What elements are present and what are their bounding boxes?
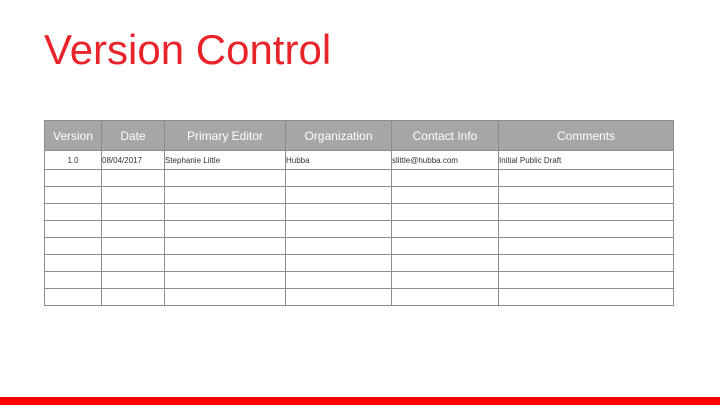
cell-organization bbox=[286, 289, 392, 306]
cell-date bbox=[102, 272, 165, 289]
cell-comments bbox=[499, 204, 674, 221]
table-row bbox=[45, 170, 674, 187]
cell-contact-info bbox=[392, 238, 499, 255]
cell-primary-editor bbox=[165, 289, 286, 306]
cell-primary-editor bbox=[165, 204, 286, 221]
table-row bbox=[45, 255, 674, 272]
cell-comments bbox=[499, 289, 674, 306]
column-header-primary-editor: Primary Editor bbox=[165, 121, 286, 151]
cell-comments bbox=[499, 221, 674, 238]
cell-organization: Hubba bbox=[286, 151, 392, 170]
cell-contact-info bbox=[392, 289, 499, 306]
cell-primary-editor bbox=[165, 221, 286, 238]
cell-version bbox=[45, 255, 102, 272]
cell-comments bbox=[499, 238, 674, 255]
cell-version bbox=[45, 272, 102, 289]
version-control-table bbox=[44, 120, 674, 306]
cell-version bbox=[45, 221, 102, 238]
cell-organization bbox=[286, 187, 392, 204]
column-header-contact-info: Contact Info bbox=[392, 121, 499, 151]
cell-organization bbox=[286, 221, 392, 238]
cell-contact-info bbox=[392, 204, 499, 221]
cell-comments bbox=[499, 272, 674, 289]
cell-primary-editor bbox=[165, 187, 286, 204]
table-row bbox=[45, 272, 674, 289]
cell-comments bbox=[499, 187, 674, 204]
column-header-organization: Organization bbox=[286, 121, 392, 151]
cell-primary-editor bbox=[165, 255, 286, 272]
cell-contact-info: slittle@hubba.com bbox=[392, 151, 499, 170]
column-header-version: Version bbox=[45, 121, 102, 151]
table-row bbox=[45, 204, 674, 221]
cell-contact-info bbox=[392, 187, 499, 204]
table-row bbox=[45, 187, 674, 204]
cell-contact-info bbox=[392, 170, 499, 187]
cell-date bbox=[102, 289, 165, 306]
cell-version bbox=[45, 289, 102, 306]
cell-primary-editor: Stephanie Little bbox=[165, 151, 286, 170]
cell-primary-editor bbox=[165, 238, 286, 255]
table-row bbox=[45, 238, 674, 255]
table-row bbox=[45, 289, 674, 306]
cell-contact-info bbox=[392, 272, 499, 289]
cell-date bbox=[102, 204, 165, 221]
cell-organization bbox=[286, 238, 392, 255]
cell-primary-editor bbox=[165, 170, 286, 187]
cell-version bbox=[45, 238, 102, 255]
cell-date bbox=[102, 170, 165, 187]
cell-date bbox=[102, 187, 165, 204]
cell-organization bbox=[286, 170, 392, 187]
cell-comments bbox=[499, 170, 674, 187]
cell-version bbox=[45, 187, 102, 204]
cell-version: 1.0 bbox=[45, 151, 102, 170]
column-header-comments: Comments bbox=[499, 121, 674, 151]
bottom-accent-bar bbox=[0, 397, 720, 405]
cell-comments bbox=[499, 255, 674, 272]
page-title: Version Control bbox=[44, 26, 332, 73]
cell-organization bbox=[286, 272, 392, 289]
cell-comments: Initial Public Draft bbox=[499, 151, 674, 170]
cell-date: 08/04/2017 bbox=[102, 151, 165, 170]
cell-primary-editor bbox=[165, 272, 286, 289]
column-header-date: Date bbox=[102, 121, 165, 151]
table-row bbox=[45, 151, 674, 170]
cell-version bbox=[45, 204, 102, 221]
cell-date bbox=[102, 255, 165, 272]
table-header-row bbox=[45, 121, 674, 151]
cell-organization bbox=[286, 255, 392, 272]
table-row bbox=[45, 221, 674, 238]
cell-organization bbox=[286, 204, 392, 221]
cell-contact-info bbox=[392, 221, 499, 238]
cell-date bbox=[102, 221, 165, 238]
cell-date bbox=[102, 238, 165, 255]
cell-contact-info bbox=[392, 255, 499, 272]
cell-version bbox=[45, 170, 102, 187]
